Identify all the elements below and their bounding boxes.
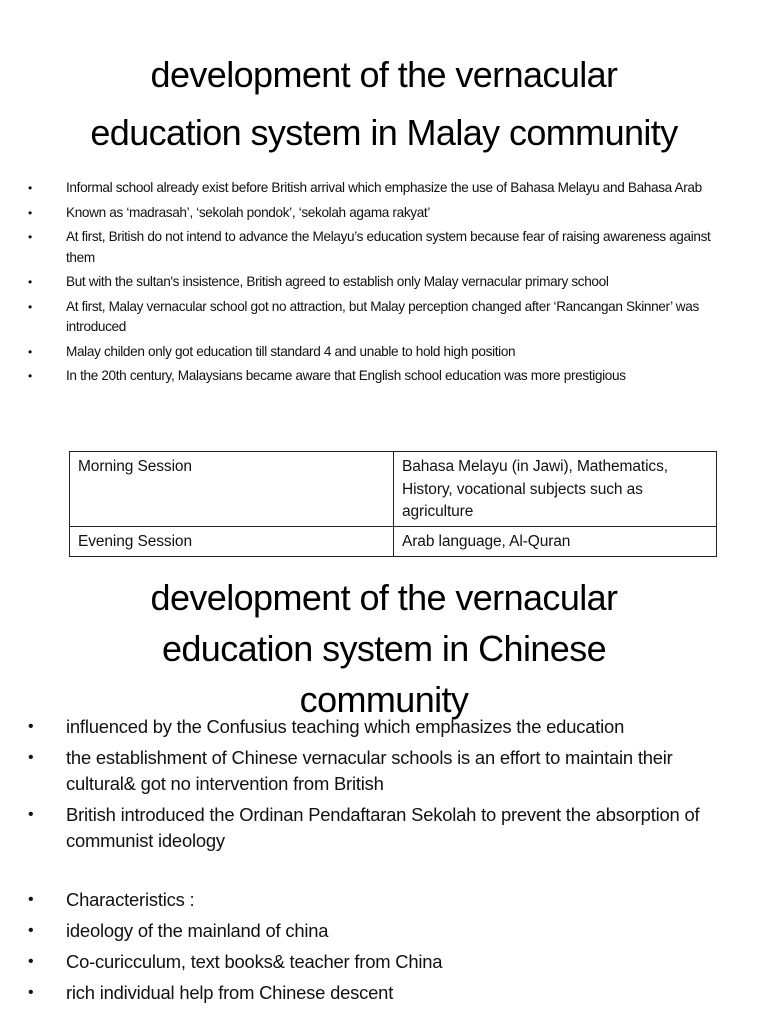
list-item [20,227,720,268]
malay-bullet-list [20,178,720,391]
subjects-cell: Bahasa Melayu (in Jawi), Mathematics, History, vocational subjects such as agriculture [394,452,717,527]
session-cell: Morning Session [70,452,394,527]
list-item [20,918,740,944]
bullet-icon: • [28,984,34,1001]
list-item-text: But with the sultan's insistence, British agreed to establish only Malay vernacular primary school [66,274,609,289]
list-item-text: At first, British do not intend to advance the Melayu’s education system because fear of raising awareness against them [66,229,711,265]
list-item [20,203,720,224]
list-item-text: the establishment of Chinese vernacular schools is an effort to maintain their cultural& got no intervention from British [66,747,673,794]
list-item [20,980,740,1006]
list-item-text: Informal school already exist before British arrival which emphasize the use of Bahasa Melayu and Bahasa Arab [66,180,702,195]
list-item [20,366,720,387]
list-item [20,949,740,975]
list-item-text: Known as ‘madrasah’, ‘sekolah pondok’, ‘sekolah agama rakyat’ [66,204,431,220]
list-item-text: British introduced the Ordinan Pendaftaran Sekolah to prevent the absorption of communist ideology [66,804,700,851]
list-item-text: In the 20th century, Malaysians became aware that English school education was more prestigious [66,368,626,383]
list-item-text: Characteristics : [66,889,195,910]
table-row [70,452,717,527]
bullet-icon: • [28,230,32,244]
list-item [20,178,720,199]
bullet-icon: • [28,749,34,766]
list-item-text: Co-curicculum, text books& teacher from China [66,951,443,972]
session-cell: Evening Session [70,526,394,556]
list-item-text: ideology of the mainland of china [66,920,329,941]
bullet-icon: • [28,953,34,970]
bullet-icon: • [28,806,34,823]
list-item [20,802,740,854]
table-row [70,526,717,556]
sessions-table [69,451,717,557]
bullet-icon: • [28,922,34,939]
list-item [20,342,720,363]
malay-section-title [0,46,768,162]
chinese-section-title [0,572,768,725]
title-line: development of the vernacular [150,577,618,618]
title-line: education system in Malay community [90,112,678,153]
list-item [20,887,740,913]
list-item [20,272,720,293]
title-line: community [299,679,469,720]
list-item-text: At first, Malay vernacular school got no attraction, but Malay perception changed after ‘Rancangan Skinner’ was introduced [66,298,699,334]
bullet-icon: • [28,299,32,314]
title-line: development of the vernacular [150,54,618,95]
bullet-icon: • [28,891,34,908]
bullet-icon: • [28,369,32,383]
list-item-text: Malay childen only got education till standard 4 and unable to hold high position [66,343,516,359]
title-line: education system in Chinese [161,628,607,669]
bullet-icon: • [28,275,32,289]
subjects-cell: Arab language, Al-Quran [394,526,717,556]
bullet-icon: • [28,181,32,195]
list-item-text: rich individual help from Chinese descent [66,982,394,1003]
bullet-icon: • [28,344,32,359]
chinese-bullet-list [20,714,740,1011]
list-item [20,297,720,338]
list-item-text: influenced by the Confusius teaching which emphasizes the education [66,716,625,737]
list-item [20,714,740,740]
bullet-icon: • [28,205,32,220]
list-item [20,745,740,797]
bullet-icon: • [28,718,34,735]
